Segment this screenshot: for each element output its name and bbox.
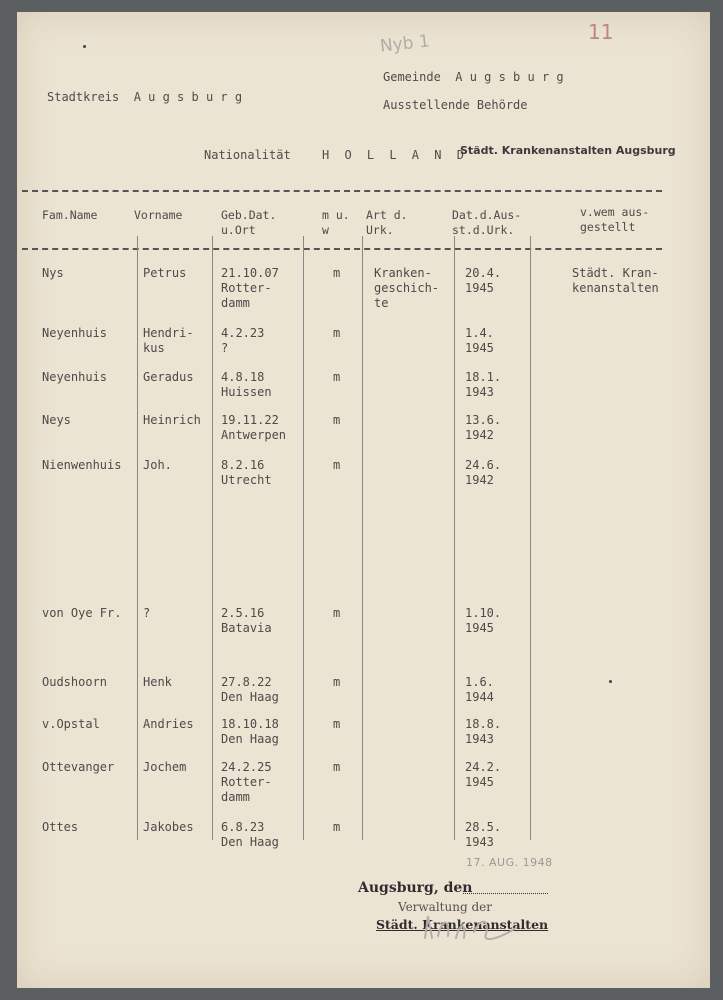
cell-vorname: Joh. [143,458,172,472]
cell-dat-ausst: 18.1. 1943 [465,370,502,399]
column-divider [303,236,304,840]
cell-dat-ausst: 18.8. 1943 [465,717,502,746]
behoerde-stamp: Städt. Krankenanstalten Augsburg [460,144,676,157]
pencil-page-number: 11 [588,20,614,44]
cell-geb-dat: 21.10.07 Rotter- damm [221,266,279,310]
cell-fam-name: von Oye Fr. [42,606,122,620]
receipt-date-stamp: 17. AUG. 1948 [466,856,553,869]
header-rule [22,248,662,250]
cell-geb-dat: 2.5.16 Batavia [221,606,272,635]
cell-dat-ausst: 1.6. 1944 [465,675,494,704]
column-divider [212,236,213,840]
cell-vorname: Jakobes [143,820,194,834]
cell-m-w: m [333,326,341,340]
nationalitaet-label: Nationalität [204,148,291,162]
signature-scribble [420,908,530,948]
cell-geb-dat: 27.8.22 Den Haag [221,675,279,704]
column-divider [530,236,531,840]
cell-fam-name: Nienwenhuis [42,458,122,472]
cell-dat-ausst: 24.2. 1945 [465,760,502,789]
column-divider [137,236,138,840]
cell-m-w: m [333,760,341,774]
cell-dat-ausst: 28.5. 1943 [465,820,502,849]
cell-geb-dat: 18.10.18 Den Haag [221,717,279,746]
stadtkreis-label: Stadtkreis A u g s b u r g [47,90,243,104]
col-header-von-wem: v.wem aus- gestellt [580,205,650,234]
cell-vorname: Geradus [143,370,194,384]
cell-geb-dat: 4.8.18 Huissen [221,370,272,399]
behoerde-label: Ausstellende Behörde [383,98,528,112]
col-header-geb-dat: Geb.Dat. u.Ort [221,208,277,237]
cell-m-w: m [333,820,341,834]
cell-fam-name: Ottevanger [42,760,115,774]
cell-fam-name: Ottes [42,820,79,834]
cell-fam-name: Nys [42,266,64,280]
cell-dat-ausst: 24.6. 1942 [465,458,502,487]
column-divider [454,236,455,840]
cell-fam-name: Neys [42,413,71,427]
cell-vorname: ? [143,606,151,620]
pencil-note: Nyb 1 [379,31,431,57]
cell-m-w: m [333,606,341,620]
cell-m-w: m [333,675,341,689]
col-header-vorname: Vorname [134,208,183,222]
cell-dat-ausst: 13.6. 1942 [465,413,502,442]
cell-geb-dat: 4.2.23 ? [221,326,265,355]
cell-m-w: m [333,413,341,427]
cell-vorname: Petrus [143,266,187,280]
top-rule [22,190,662,192]
cell-geb-dat: 8.2.16 Utrecht [221,458,272,487]
stray-mark [83,45,86,48]
cell-m-w: m [333,266,341,280]
cell-geb-dat: 24.2.25 Rotter- damm [221,760,272,804]
cell-vorname: Jochem [143,760,187,774]
cell-vorname: Henk [143,675,172,689]
footer-date-line [463,893,548,894]
stray-mark [609,680,612,683]
cell-geb-dat: 19.11.22 Antwerpen [221,413,287,442]
footer-place: Augsburg, den [358,880,473,896]
col-header-m-w: m u. w [322,208,350,237]
column-divider [362,236,363,840]
cell-fam-name: v.Opstal [42,717,100,731]
footer-verwaltung: Verwaltung der [398,900,492,914]
nationalitaet-value: H O L L A N D [322,148,468,162]
cell-art: Kranken- geschich- te [374,266,440,310]
col-header-art: Art d. Urk. [366,208,408,237]
cell-dat-ausst: 1.4. 1945 [465,326,494,355]
cell-dat-ausst: 1.10. 1945 [465,606,502,635]
cell-fam-name: Oudshoorn [42,675,108,689]
col-header-fam-name: Fam.Name [42,208,98,222]
cell-fam-name: Neyenhuis [42,370,108,384]
cell-vorname: Heinrich [143,413,201,427]
cell-fam-name: Neyenhuis [42,326,108,340]
cell-geb-dat: 6.8.23 Den Haag [221,820,279,849]
col-header-dat-ausst: Dat.d.Aus- st.d.Urk. [452,208,522,237]
gemeinde-label: Gemeinde A u g s b u r g [383,70,564,84]
cell-m-w: m [333,370,341,384]
cell-vorname: Hendri- kus [143,326,194,355]
footer-institution: Städt. Krankenanstalten [376,917,549,932]
cell-dat-ausst: 20.4. 1945 [465,266,502,295]
cell-vorname: Andries [143,717,194,731]
cell-von-wem: Städt. Kran- kenanstalten [572,266,659,295]
cell-m-w: m [333,717,341,731]
cell-m-w: m [333,458,341,472]
